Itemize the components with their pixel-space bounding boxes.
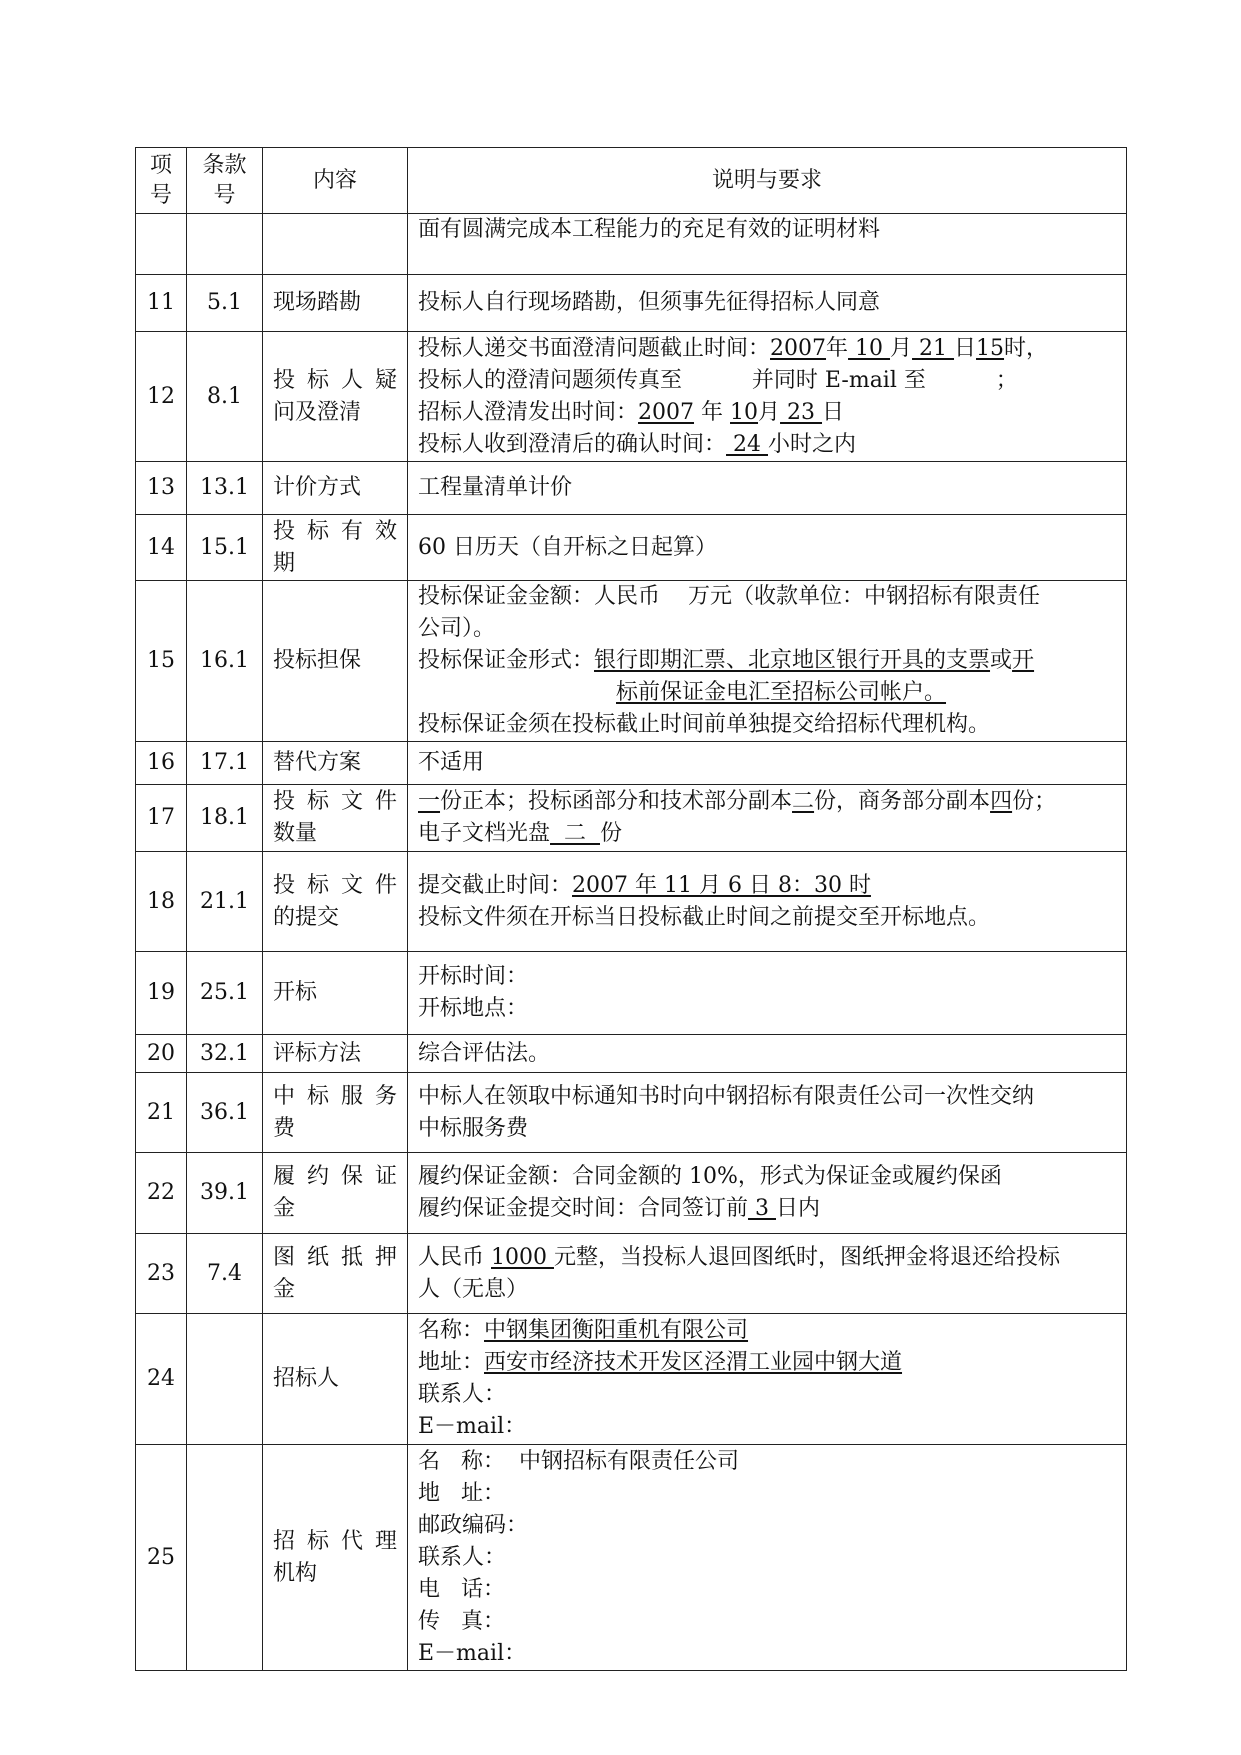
- agency-name-line: 名 称： 中钢招标有限责任公司: [418, 1448, 739, 1474]
- item-name: 投 标 有 效 期: [263, 515, 408, 581]
- description-cell: [408, 332, 1127, 462]
- deposit-amount-line-cont: 公司）。: [418, 616, 496, 641]
- clause-number: 18.1: [187, 785, 263, 852]
- item-name: 履 约 保 证 金: [263, 1153, 408, 1234]
- opening-place-line: 开标地点：: [418, 996, 529, 1021]
- clause-number: 16.1: [187, 581, 263, 742]
- description-cell: [408, 1314, 1127, 1445]
- clause-number: 36.1: [187, 1073, 263, 1153]
- description-cell: [408, 515, 1127, 581]
- agency-phone-line: 电 话：: [418, 1576, 505, 1602]
- question-deadline-line: 投标人递交书面澄清问题截止时间：2007年 10 月 21 日15时，: [418, 335, 1049, 361]
- clause-number: 32.1: [187, 1035, 263, 1073]
- description-cell: [408, 214, 1127, 275]
- agency-postcode-line: 邮政编码：: [418, 1512, 529, 1538]
- description-text: 综合评估法。: [418, 1040, 551, 1066]
- clarification-issue-line: 招标人澄清发出时间：2007 年 10月 23 日: [418, 399, 845, 425]
- agency-contact-line: 联系人：: [418, 1544, 507, 1570]
- tenderer-address-line: 地址：西安市经济技术开发区泾渭工业园中钢大道: [418, 1350, 903, 1375]
- header-item: 内容: [263, 148, 408, 214]
- clause-number: 21.1: [187, 852, 263, 952]
- item-name: 计价方式: [263, 462, 408, 515]
- description-cell: [408, 275, 1127, 332]
- description-text: 面有圆满完成本工程能力的充足有效的证明材料: [418, 217, 881, 242]
- description-text: 中标服务费: [418, 1115, 529, 1141]
- row-number: 17: [136, 785, 187, 852]
- table-row: [136, 952, 1127, 1035]
- item-name: 图 纸 抵 押 金: [263, 1234, 408, 1314]
- row-number: 23: [136, 1234, 187, 1314]
- description-cell: [408, 952, 1127, 1035]
- description-cell: [408, 742, 1127, 785]
- description-cell: [408, 1035, 1127, 1073]
- table-row: [136, 1035, 1127, 1073]
- table-row: [136, 275, 1127, 332]
- clause-number: 39.1: [187, 1153, 263, 1234]
- submission-deadline-line: 提交截止时间：2007 年 11 月 6 日 8：30 时: [418, 872, 871, 898]
- header-description: 说明与要求: [408, 148, 1127, 214]
- description-cell: [408, 1445, 1127, 1671]
- row-number: 14: [136, 515, 187, 581]
- table-row: [136, 581, 1127, 742]
- row-number: 16: [136, 742, 187, 785]
- confirmation-time-line: 投标人收到澄清后的确认时间： 24 小时之内: [418, 431, 857, 457]
- table-row: [136, 1445, 1127, 1671]
- drawing-deposit-line: 人民币 1000 元整，当投标人退回图纸时，图纸押金将退还给投标: [418, 1244, 1060, 1270]
- table-row: [136, 1153, 1127, 1234]
- deposit-submission-line: 投标保证金须在投标截止时间前单独提交给招标代理机构。: [418, 712, 991, 737]
- clause-number: [187, 1445, 263, 1671]
- item-name: 开标: [263, 952, 408, 1035]
- submission-place-line: 投标文件须在开标当日投标截止时间之前提交至开标地点。: [418, 904, 991, 930]
- performance-bond-time-line: 履约保证金提交时间：合同签订前 3 日内: [418, 1196, 821, 1221]
- item-name: 投 标 人 疑 问及澄清: [263, 332, 408, 462]
- table-row: [136, 1314, 1127, 1445]
- row-number: 25: [136, 1445, 187, 1671]
- row-number: 15: [136, 581, 187, 742]
- tenderer-contact-line: 联系人：: [418, 1382, 507, 1407]
- row-number: 13: [136, 462, 187, 515]
- item-name: 评标方法: [263, 1035, 408, 1073]
- description-text: 中标人在领取中标通知书时向中钢招标有限责任公司一次性交纳: [418, 1083, 1035, 1109]
- agency-address-line: 地 址：: [418, 1480, 505, 1506]
- table-row: [136, 742, 1127, 785]
- bidding-data-table: [135, 147, 1127, 1671]
- item-name: 替代方案: [263, 742, 408, 785]
- row-number: 20: [136, 1035, 187, 1073]
- description-text: 投标人自行现场踏勘，但须事先征得招标人同意: [418, 290, 881, 315]
- disc-copies-line: 电子文档光盘 二 份: [418, 821, 623, 846]
- clause-number: 13.1: [187, 462, 263, 515]
- item-name: 现场踏勘: [263, 275, 408, 332]
- description-cell: [408, 1234, 1127, 1314]
- opening-time-line: 开标时间：: [418, 964, 529, 989]
- table-row: [136, 332, 1127, 462]
- clause-number: 5.1: [187, 275, 263, 332]
- row-number: 21: [136, 1073, 187, 1153]
- row-number: 11: [136, 275, 187, 332]
- row-number: 24: [136, 1314, 187, 1445]
- table-row: [136, 515, 1127, 581]
- description-cell: [408, 1153, 1127, 1234]
- clause-number: 15.1: [187, 515, 263, 581]
- item-name: 投 标 文 件 数量: [263, 785, 408, 852]
- row-number: 18: [136, 852, 187, 952]
- tenderer-email-line: E－mail：: [418, 1414, 527, 1439]
- table-row: [136, 852, 1127, 952]
- fax-email-line: 投标人的澄清问题须传真至 并同时 E-mail 至 ；: [418, 367, 1018, 393]
- description-text: 60 日历天（自开标之日起算）: [418, 534, 717, 560]
- item-name: 中 标 服 务 费: [263, 1073, 408, 1153]
- deposit-amount-line: 投标保证金金额：人民币 万元（收款单位：中钢招标有限责任: [418, 584, 1040, 609]
- drawing-deposit-line-cont: 人（无息）: [418, 1276, 529, 1302]
- table-row: [136, 214, 1127, 275]
- description-cell: [408, 785, 1127, 852]
- item-name: 招 标 代 理 机构: [263, 1445, 408, 1671]
- copies-line: 一份正本；投标函部分和技术部分副本二份，商务部分副本四份；: [418, 789, 1057, 814]
- header-clause: 条款 号: [187, 148, 263, 214]
- row-number: 19: [136, 952, 187, 1035]
- item-name: 投标担保: [263, 581, 408, 742]
- clause-number: 25.1: [187, 952, 263, 1035]
- clause-number: 17.1: [187, 742, 263, 785]
- table-row: [136, 1234, 1127, 1314]
- agency-fax-line: 传 真：: [418, 1608, 505, 1634]
- description-cell: [408, 852, 1127, 952]
- performance-bond-amount-line: 履约保证金额：合同金额的 10%，形式为保证金或履约保函: [418, 1164, 1002, 1189]
- table-row: [136, 462, 1127, 515]
- table-row: [136, 785, 1127, 852]
- description-text: 不适用: [418, 750, 485, 775]
- table-header-row: [136, 148, 1127, 214]
- item-name: 招标人: [263, 1314, 408, 1445]
- header-no: 项 号: [136, 148, 187, 214]
- deposit-form-line: 投标保证金形式：银行即期汇票、北京地区银行开具的支票或开: [418, 648, 1035, 673]
- row-number: 22: [136, 1153, 187, 1234]
- clause-number: 8.1: [187, 332, 263, 462]
- table-row: [136, 1073, 1127, 1153]
- agency-email-line: E－mail：: [418, 1640, 527, 1666]
- item-name: 投 标 文 件 的提交: [263, 852, 408, 952]
- tenderer-name-line: 名称：中钢集团衡阳重机有限公司: [418, 1318, 749, 1343]
- clause-number: [187, 1314, 263, 1445]
- row-number: 12: [136, 332, 187, 462]
- description-text: 工程量清单计价: [418, 475, 573, 500]
- deposit-form-line-cont: 标前保证金电汇至招标公司帐户。: [616, 680, 947, 705]
- description-cell: [408, 581, 1127, 742]
- clause-number: 7.4: [187, 1234, 263, 1314]
- description-cell: [408, 462, 1127, 515]
- description-cell: [408, 1073, 1127, 1153]
